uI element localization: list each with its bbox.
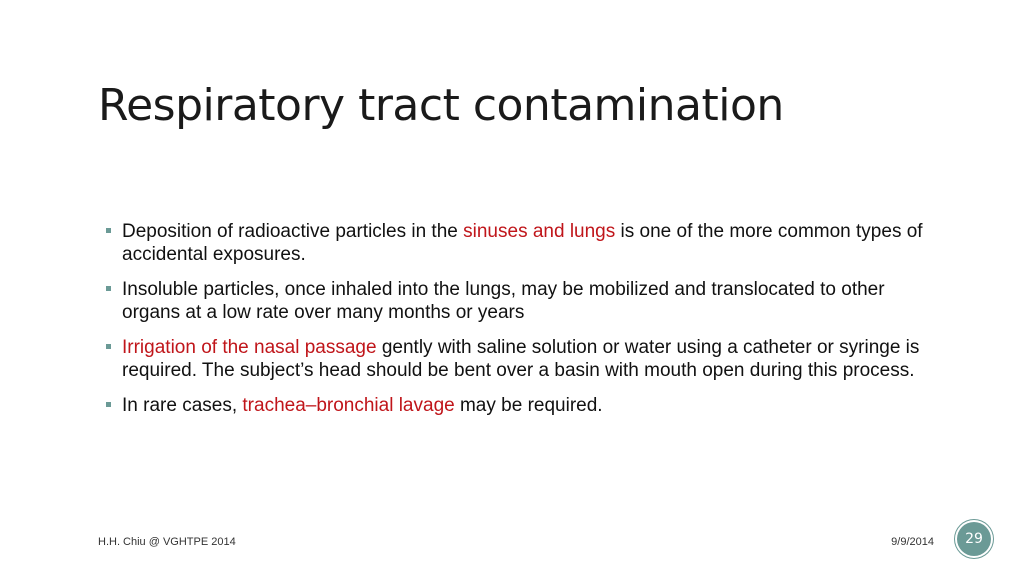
square-bullet-icon	[106, 402, 111, 407]
footer-author: H.H. Chiu @ VGHTPE 2014	[98, 536, 236, 548]
square-bullet-icon	[106, 344, 111, 349]
bullet-text: may be required.	[454, 395, 603, 416]
bullet-text: is one of the more common types of accidental exposures.	[122, 221, 923, 265]
bullet-text: gently with saline solution or water using a catheter or syringe is required. The subject’s head should be bent over a basin with mouth open during this process.	[122, 337, 920, 381]
bullet-text: Insoluble particles, once inhaled into the lungs, may be mobilized and translocated to other organs at a low rate over many months or years	[122, 279, 885, 323]
bullet-text: In rare cases,	[122, 395, 243, 416]
page-number: 29	[965, 531, 983, 547]
bullet-item	[106, 278, 936, 324]
bullet-text: Deposition of radioactive particles in the	[122, 221, 464, 242]
page-number-badge	[957, 522, 991, 556]
square-bullet-icon	[106, 286, 111, 291]
footer-date: 9/9/2014	[891, 536, 934, 548]
highlighted-text: trachea–bronchial lavage	[242, 395, 455, 416]
bullet-item	[106, 336, 936, 382]
bullet-item	[106, 394, 936, 417]
slide-title: Respiratory tract contamination	[98, 80, 784, 131]
bullet-list	[106, 220, 936, 429]
highlighted-text: Irrigation of the nasal passage	[122, 337, 377, 358]
highlighted-text: sinuses and lungs	[463, 221, 616, 242]
bullet-item	[106, 220, 936, 266]
square-bullet-icon	[106, 228, 111, 233]
